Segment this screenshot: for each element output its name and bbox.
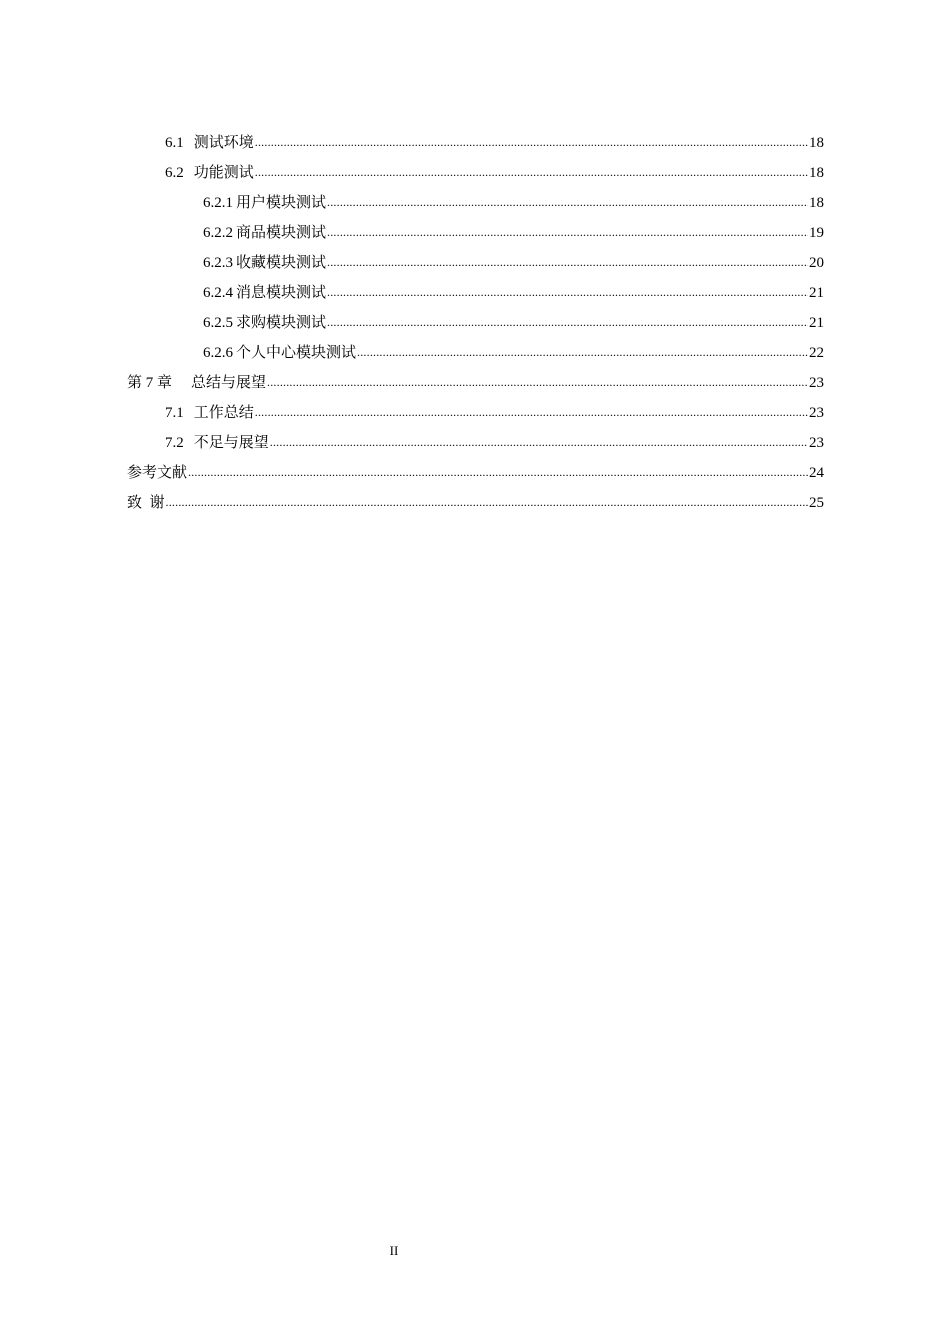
toc-entry-number: 6.2.3 bbox=[203, 255, 233, 271]
toc-entry-title: 工作总结 bbox=[193, 405, 254, 421]
toc-entry-page: 20 bbox=[809, 255, 824, 271]
toc-dot-leader bbox=[166, 487, 808, 517]
toc-entry[interactable] bbox=[127, 248, 824, 278]
toc-dot-leader bbox=[188, 457, 808, 487]
toc-entry-title: 个人中心模块测试 bbox=[236, 345, 357, 361]
toc-dot-leader bbox=[357, 337, 808, 367]
toc-entry-page: 25 bbox=[809, 495, 824, 511]
toc-dot-leader bbox=[255, 397, 808, 427]
toc-entry-title: 消息模块测试 bbox=[236, 285, 327, 301]
toc-entry-title: 求购模块测试 bbox=[236, 315, 327, 331]
toc-entry-number: 6.2.1 bbox=[203, 195, 233, 211]
toc-entry[interactable] bbox=[127, 368, 824, 398]
toc-entry-title: 用户模块测试 bbox=[236, 195, 327, 211]
toc-entry-title: 测试环境 bbox=[193, 135, 254, 151]
toc-entry-title: 总结与展望 bbox=[191, 375, 267, 391]
toc-entry-page: 21 bbox=[809, 315, 824, 331]
toc-entry-page: 22 bbox=[809, 345, 824, 361]
toc-entry-page: 18 bbox=[809, 165, 824, 181]
toc-entry[interactable] bbox=[127, 458, 824, 488]
toc-dot-leader bbox=[327, 307, 808, 337]
toc-entry-number: 6.2.2 bbox=[203, 225, 233, 241]
toc-entry-number: 第 7 章 bbox=[127, 375, 173, 391]
toc-entry[interactable] bbox=[127, 278, 824, 308]
toc-entry[interactable] bbox=[127, 398, 824, 428]
toc-entry-page: 21 bbox=[809, 285, 824, 301]
toc-entry[interactable] bbox=[127, 158, 824, 188]
toc-entry[interactable] bbox=[127, 428, 824, 458]
toc-dot-leader bbox=[327, 277, 808, 307]
toc-entry-number: 6.2 bbox=[165, 165, 184, 181]
toc-entry-title: 致 谢 bbox=[127, 495, 165, 511]
toc-entry-number: 7.2 bbox=[165, 435, 184, 451]
toc-entry-title: 收藏模块测试 bbox=[236, 255, 327, 271]
toc-entry-page: 24 bbox=[809, 465, 824, 481]
toc-dot-leader bbox=[255, 157, 808, 187]
toc-entry-page: 23 bbox=[809, 435, 824, 451]
toc-entry-page: 18 bbox=[809, 135, 824, 151]
toc-entry-title: 不足与展望 bbox=[193, 435, 269, 451]
toc-dot-leader bbox=[270, 427, 808, 457]
toc-entry-number: 7.1 bbox=[165, 405, 184, 421]
toc-entry-page: 18 bbox=[809, 195, 824, 211]
table-of-contents bbox=[127, 128, 824, 518]
toc-entry-number: 6.2.6 bbox=[203, 345, 233, 361]
toc-entry-number: 6.2.5 bbox=[203, 315, 233, 331]
toc-entry-title: 商品模块测试 bbox=[236, 225, 327, 241]
toc-entry-title: 功能测试 bbox=[193, 165, 254, 181]
toc-dot-leader bbox=[327, 247, 808, 277]
toc-entry-title: 参考文献 bbox=[127, 465, 188, 481]
toc-entry-number: 6.2.4 bbox=[203, 285, 233, 301]
toc-dot-leader bbox=[267, 367, 808, 397]
page-number: II bbox=[389, 1243, 399, 1258]
toc-dot-leader bbox=[255, 127, 808, 157]
toc-entry[interactable] bbox=[127, 218, 824, 248]
toc-entry-page: 19 bbox=[809, 225, 824, 241]
toc-entry[interactable] bbox=[127, 128, 824, 158]
toc-entry-number: 6.1 bbox=[165, 135, 184, 151]
toc-entry[interactable] bbox=[127, 488, 824, 518]
toc-entry[interactable] bbox=[127, 338, 824, 368]
toc-entry[interactable] bbox=[127, 308, 824, 338]
toc-dot-leader bbox=[327, 187, 808, 217]
toc-entry-page: 23 bbox=[809, 405, 824, 421]
toc-entry[interactable] bbox=[127, 188, 824, 218]
toc-dot-leader bbox=[327, 217, 808, 247]
toc-entry-page: 23 bbox=[809, 375, 824, 391]
